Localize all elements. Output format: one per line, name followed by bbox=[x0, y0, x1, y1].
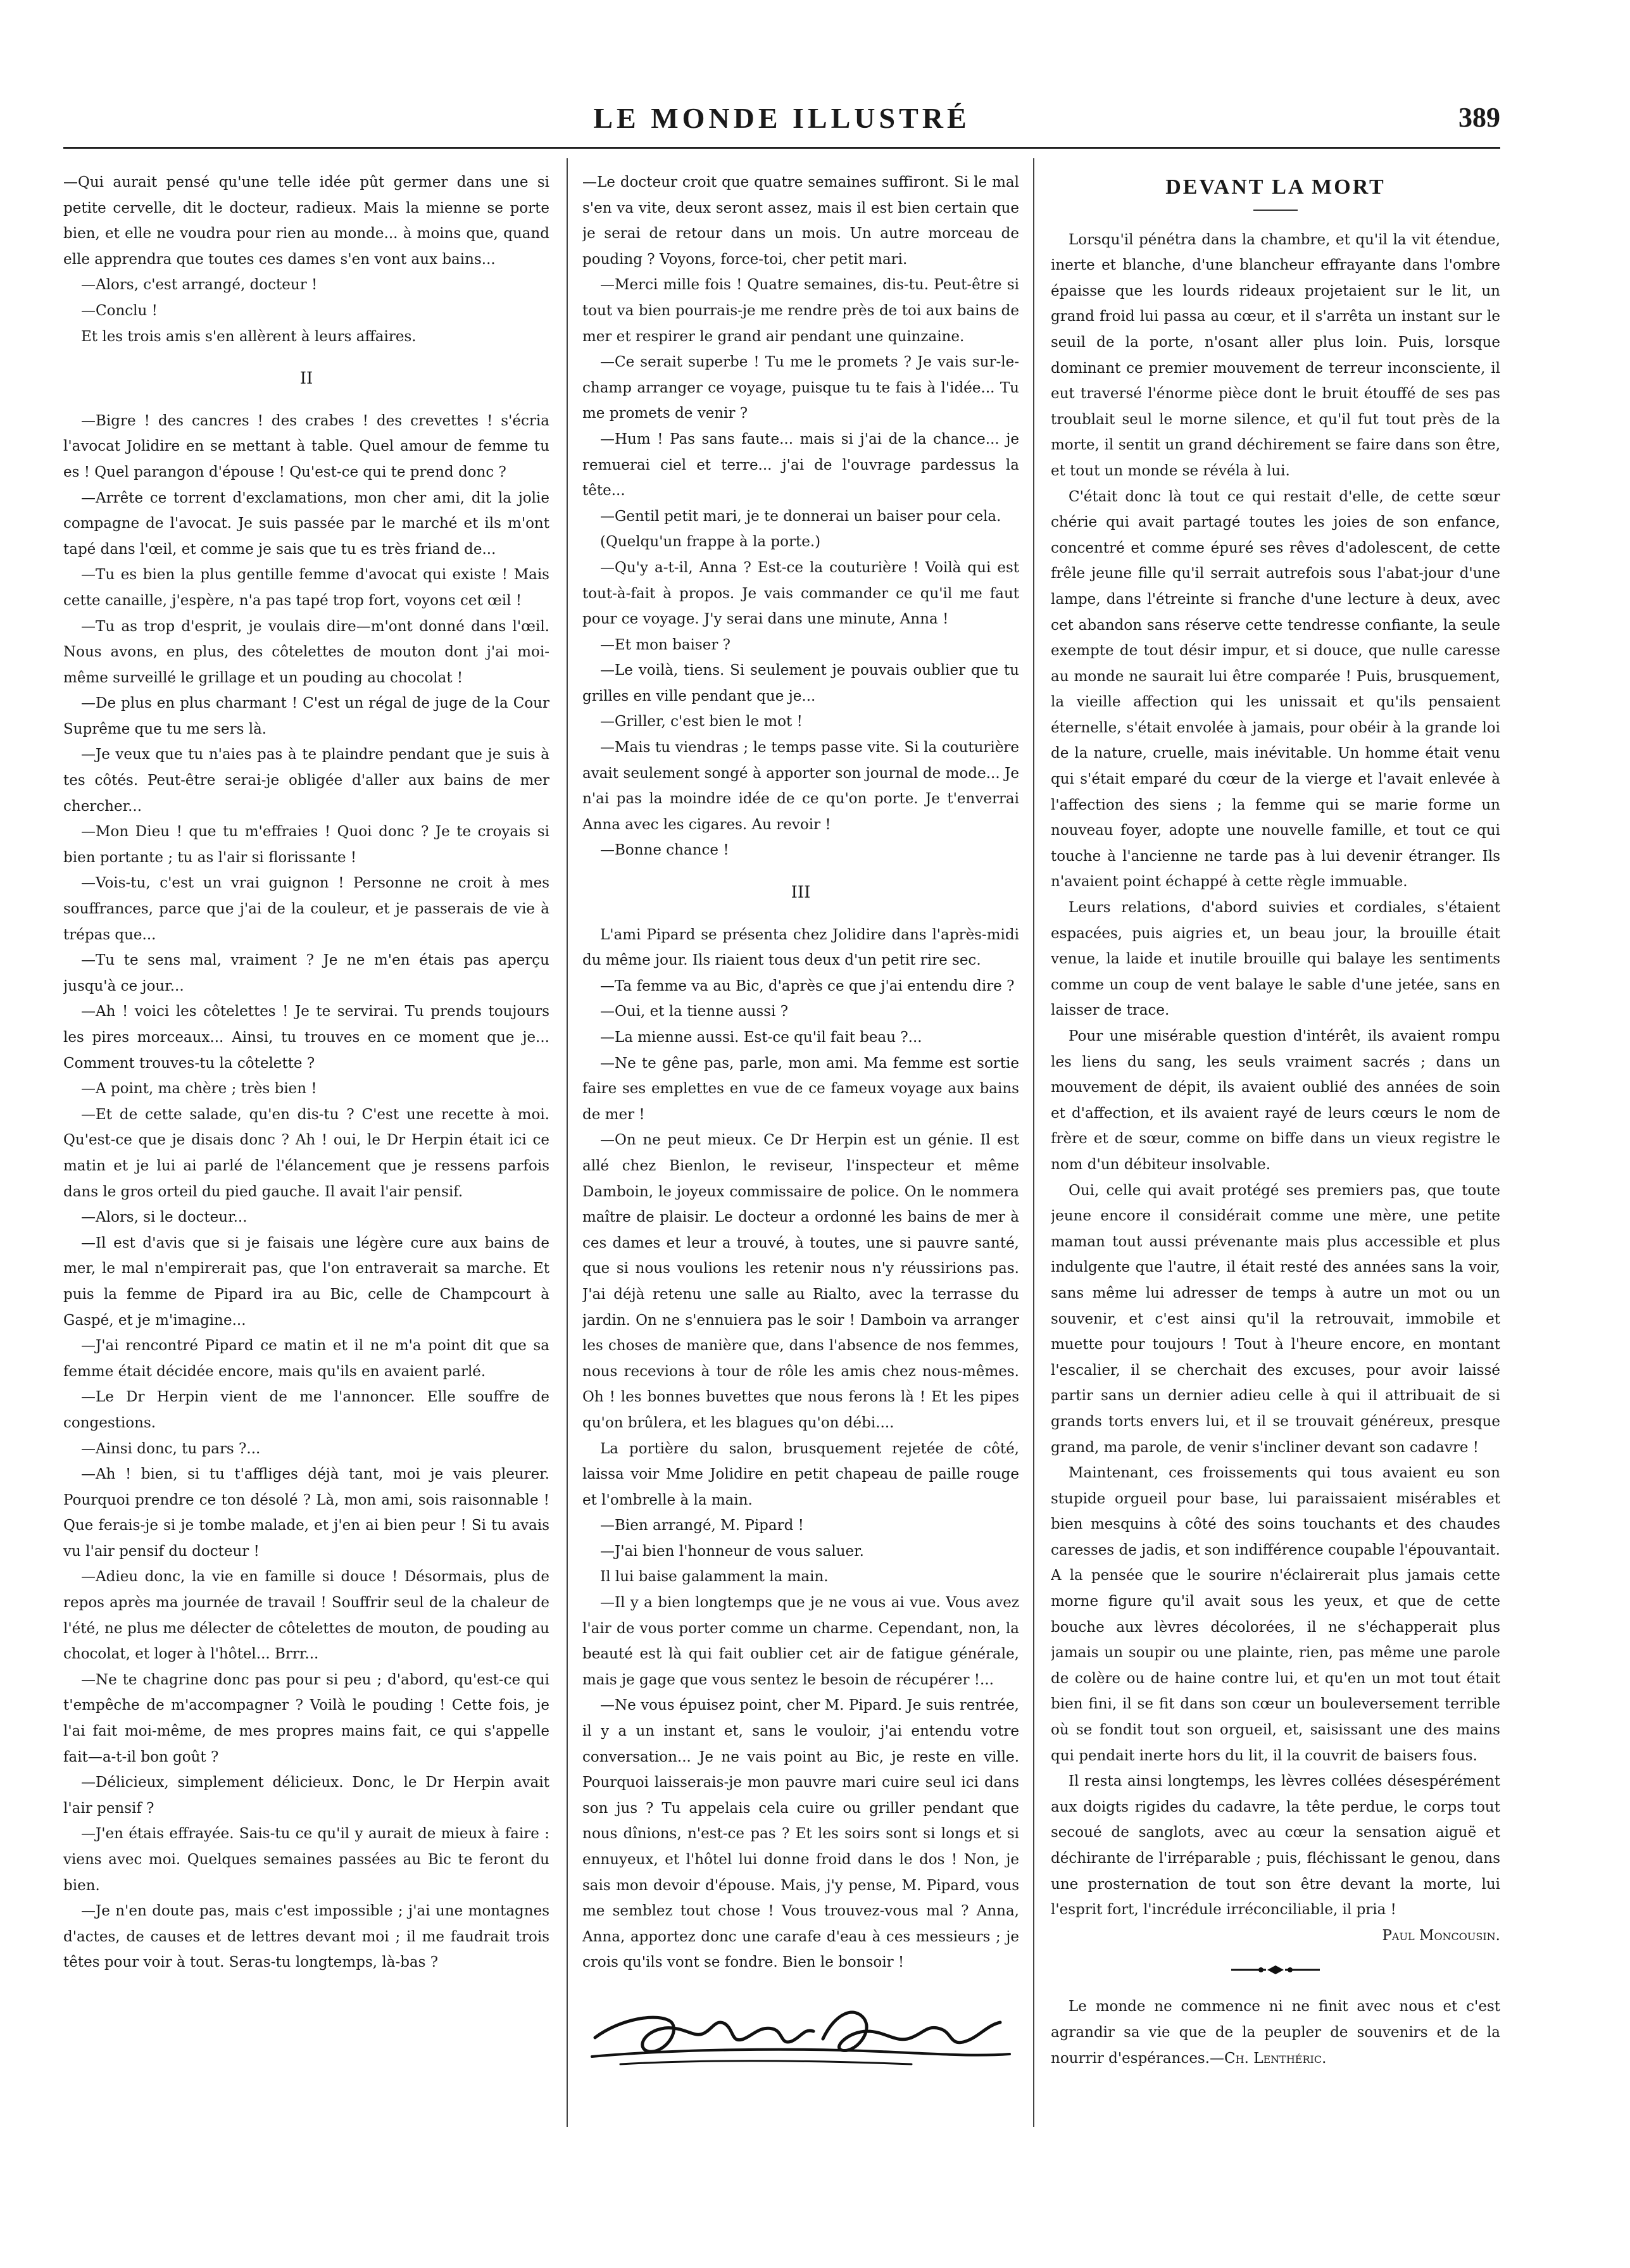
paragraph: —Le voilà, tiens. Si seulement je pouvais oublier que tu grilles en ville pendant que je... bbox=[582, 662, 1019, 705]
paragraph: —Ah ! voici les côtelettes ! Je te servirai. Tu prends toujours les pires morceaux... Ainsi, tu trouves en ce moment que je... Comment trouves-tu la côtelette ? bbox=[63, 1003, 549, 1072]
paragraph: —Bonne chance ! bbox=[600, 842, 729, 859]
paragraph: —Il est d'avis que si je faisais une légère cure aux bains de mer, le mal n'empirerait pas, que l'on entraverait sa marche. Et puis la femme de Pipard ira au Bic, celle de Champcourt à Gaspé, et je m'imagine... bbox=[63, 1234, 549, 1329]
paragraph: Lorsqu'il pénétra dans la chambre, et qu'il la vit étendue, inerte et blanche, d'une blancheur effrayante dans l'ombre épaisse que les lourds rideaux projetaient sur le lit, un grand froid lui passa au cœur, et il s'arrêta un instant sur le seuil de la porte, n'osant aller plus loin. Puis, lorsque dominant ce premier mouvement de terreur inconsciente, il eut traversé l'énorme pièce dont le bruit étouffé de ses pas troublait seul le morne silence, et qu'il fut tout près de la morte, il sentit un grand déchirement se faire dans son être, et tout un monde se révéla à lui. bbox=[1051, 231, 1500, 479]
paragraph: —Adieu donc, la vie en famille si douce ! Désormais, plus de repos après ma journée de travail ! Souffrir seul de la chaleur de l'été, ne plus me délecter de côtelettes de mouton, de pouding au chocolat, et loger à l'hôtel... Brrr... bbox=[63, 1569, 549, 1663]
paragraph: Oui, celle qui avait protégé ses premiers pas, que toute jeune encore il considérait comme une mère, une petite maman tout aussi prévenante mais plus accessible et plus indulgente que l'autre, il était resté des années sans la voir, sans même lui adresser de temps à autre un mot ou un souvenir, et c'est ainsi qu'il la retrouvait, immobile et muette pour toujours ! Tout à l'heure encore, en montant l'escalier, il se cherchait des excuses, pour avoir laissé partir sans un dernier adieu celle à qui il attribuait de si grands torts envers lui, et il se trouvait généreux, presque grand, ma parole, de venir s'incliner devant son cadavre ! bbox=[1051, 1182, 1500, 1456]
col1-opening bbox=[63, 170, 549, 349]
stage-direction: (Quelqu'un frappe à la porte.) bbox=[600, 534, 821, 551]
paragraph: —Alors, c'est arrangé, docteur ! bbox=[81, 277, 318, 294]
paragraph: Maintenant, ces froissements qui tous avaient eu son stupide orgueil pour base, lui paraissaient misérables et bien mesquins à côté des soins touchants et des chaudes caresses de jadis, et son indifférence coupable l'épouvantait. A la pensée que le sourire n'éclairerait plus jamais cette morne figure qu'il avait sous les yeux, et que de cette bouche aux lèvres décolorées, il ne s'échapperait plus jamais un soupir ou une plainte, rien, pas même une parole de colère ou de haine contre lui, et qu'en un mot tout était bien fini, il se fit dans son cœur un bouleversement terrible où se fondit tout son orgueil, et, saisissant une des mains qui pendait inerte hors du lit, il la couvrit de baisers fous. bbox=[1051, 1465, 1500, 1764]
paragraph: —Griller, c'est bien le mot ! bbox=[600, 713, 803, 730]
quote-body: Le monde ne commence ni ne finit avec nous et c'est agrandir sa vie que de la peupler de souvenirs et de la nourrir d'espérances. bbox=[1051, 1998, 1500, 2067]
paragraph: —A point, ma chère ; très bien ! bbox=[81, 1081, 317, 1098]
paragraph: —Il y a bien longtemps que je ne vous ai vue. Vous avez l'air de vous porter comme un charme. Cependant, non, la beauté est là qui fait oublier cet air de fatigue générale, mais je gage que vous sentez le besoin de récupérer !... bbox=[582, 1594, 1019, 1688]
column-2 bbox=[582, 170, 1019, 2252]
paragraph: —Ne te gêne pas, parle, mon ami. Ma femme est sortie faire ses emplettes en vue de ce fameux voyage aux bains de mer ! bbox=[582, 1055, 1019, 1123]
ornament-divider bbox=[1051, 1964, 1500, 1979]
paragraph: —Mais tu viendras ; le temps passe vite. Si la couturière avait seulement songé à apporter son journal de mode... Je n'ai pas la moindre idée de ce qu'on porte. Je t'enverrai Anna avec les cigares. Au revoir ! bbox=[582, 739, 1019, 833]
paragraph: —Je veux que tu n'aies pas à te plaindre pendant que je suis à tes côtés. Peut-être serai-je obligée d'aller aux bains de mer chercher... bbox=[63, 746, 549, 815]
running-head bbox=[63, 101, 1500, 146]
article-body bbox=[1051, 227, 1500, 1923]
section-number: II bbox=[299, 369, 313, 389]
closing-quote bbox=[1051, 1994, 1500, 2071]
paragraph: —Ce serait superbe ! Tu me le promets ? Je vais sur-le-champ arranger ce voyage, puisque tu te fais à l'idée... Tu me promets de venir ? bbox=[582, 354, 1019, 422]
paragraph: —Hum ! Pas sans faute... mais si j'ai de la chance... je remuerai ciel et terre... j'ai de l'ouvrage pardessus la tête... bbox=[582, 430, 1019, 499]
quote-author: —Ch. Lenthéric. bbox=[1210, 2050, 1327, 2067]
col2-section-ii-end bbox=[582, 170, 1019, 863]
column-divider bbox=[567, 158, 568, 2127]
quote-text bbox=[1051, 1994, 1500, 2071]
paragraph: —On ne peut mieux. Ce Dr Herpin est un génie. Il est allé chez Bienlon, le reviseur, l'inspecteur et même Damboin, le joyeux commissaire de police. On le nommera maître de plaisir. Le docteur a ordonné les bains de mer à ces dames et leur a trouvé, à toutes, une si pauvre santé, que si nous voulions les retenir nous n'y réussirions pas. J'ai déjà retenu une salle au Rialto, avec la terrasse du jardin. On ne s'ennuiera pas le soir ! Damboin va arranger les choses de manière que, dans l'absence de nos femmes, nous recevions à tour de rôle les amis chez nous-mêmes. Oh ! les bonnes buvettes que nous ferons là ! Et les pipes qu'on brûlera, et les blagues qu'on débi.... bbox=[582, 1132, 1019, 1431]
paragraph: —De plus en plus charmant ! C'est un régal de juge de la Cour Suprême que tu me sers là. bbox=[63, 695, 549, 737]
ornament-icon bbox=[1228, 1964, 1323, 1976]
paragraph: —Merci mille fois ! Quatre semaines, dis-tu. Peut-être si tout va bien pourrais-je me rendre près de toi aux bains de mer et respirer le grand air pendant une quinzaine. bbox=[582, 277, 1019, 345]
paragraph: —J'ai bien l'honneur de vous saluer. bbox=[600, 1543, 864, 1560]
paragraph: L'ami Pipard se présenta chez Jolidire dans l'après-midi du même jour. Ils riaient tous deux d'un petit rire sec. bbox=[582, 926, 1019, 969]
paragraph: —J'ai rencontré Pipard ce matin et il ne m'a point dit que sa femme était décidée encore, mais qu'ils en avaient parlé. bbox=[63, 1338, 549, 1380]
author-signature bbox=[582, 1993, 1019, 2088]
paragraph: —Arrête ce torrent d'exclamations, mon cher ami, dit la jolie compagne de l'avocat. Je suis passée par le marché et ils m'ont tapé dans l'œil, et comme je sais que tu es très friand de... bbox=[63, 489, 549, 558]
paragraph: —Je n'en doute pas, mais c'est impossible ; j'ai une montagnes d'actes, de causes et de lettres devant moi ; il me faudrait trois têtes pour voir à tout. Seras-tu longtemps, là-bas ? bbox=[63, 1903, 549, 1971]
paragraph: —Ne vous épuisez point, cher M. Pipard. Je suis rentrée, il y a un instant et, sans le vouloir, j'ai entendu votre conversation... Je ne vais point au Bic, je reste en ville. Pourquoi laisserais-je mon pauvre mari cuire seul ici dans son jus ? Tu appelais cela cuire ou griller pendant que nous dînions, n'est-ce pas ? Et les soirs sont si longs et si ennuyeux, et l'hôtel lui donne froid dans le dos ! Non, je sais mon devoir d'épouse. Mais, j'y pense, M. Pipard, vous me semblez tout chose ! Vous trouvez-vous mal ? Anna, Anna, apportez donc une carafe d'eau à ces messieurs ; je crois qu'ils vont se fondre. Bien le bonsoir ! bbox=[582, 1697, 1019, 1971]
title-rule bbox=[1253, 210, 1298, 211]
paragraph: —Le Dr Herpin vient de me l'annoncer. Elle souffre de congestions. bbox=[63, 1389, 549, 1431]
paragraph: —Qui aurait pensé qu'une telle idée pût germer dans une si petite cervelle, dit le docteur, radieux. Mais la mienne se porte bien, et elle ne voudra pour rien au monde... à moins que, quand elle apprendra que toutes ces dames s'en vont aux bains... bbox=[63, 174, 549, 268]
paragraph: —Conclu ! bbox=[81, 302, 158, 319]
paragraph: —Vois-tu, c'est un vrai guignon ! Personne ne croit à mes souffrances, parce que j'ai de la couleur, et je passerais de vie à trépas que... bbox=[63, 875, 549, 943]
paragraph: —Bigre ! des cancres ! des crabes ! des crevettes ! s'écria l'avocat Jolidire en se mettant à table. Quel amour de femme tu es ! Quel parangon d'épouse ! Qu'est-ce qui te prend donc ? bbox=[63, 412, 549, 480]
paragraph: —Ta femme va au Bic, d'après ce que j'ai entendu dire ? bbox=[600, 977, 1015, 994]
col1-section-ii bbox=[63, 408, 549, 1976]
article-author: Paul Moncousin. bbox=[1382, 1927, 1500, 1944]
paragraph: —Tu te sens mal, vraiment ? Je ne m'en étais pas aperçu jusqu'à ce jour... bbox=[63, 952, 549, 994]
signature-graphic bbox=[582, 1993, 1019, 2088]
paragraph: —Et de cette salade, qu'en dis-tu ? C'est une recette à moi. Qu'est-ce que je disais donc ? Ah ! oui, le Dr Herpin était ici ce matin et je lui ai parlé de l'élancement que je ressens parfois dans le gros orteil du pied gauche. Il avait l'air pensif. bbox=[63, 1106, 549, 1200]
paragraph: —Bien arrangé, M. Pipard ! bbox=[600, 1517, 804, 1534]
paragraph: —Le docteur croit que quatre semaines suffiront. Si le mal s'en va vite, deux seront assez, mais il est bien certain que je serai de retour dans un mois. Un autre morceau de pouding ? Voyons, force-toi, cher petit mari. bbox=[582, 174, 1019, 268]
paragraph: La portière du salon, brusquement rejetée de côté, laissa voir Mme Jolidire en petit chapeau de paille rouge et l'ombrelle à la main. bbox=[582, 1440, 1019, 1508]
column-3 bbox=[1051, 170, 1500, 2259]
column-1 bbox=[63, 170, 549, 2252]
paragraph: —Ainsi donc, tu pars ?... bbox=[81, 1440, 261, 1457]
paragraph: —Qu'y a-t-il, Anna ? Est-ce la couturière ! Voilà qui est tout-à-fait à propos. Je vais commander ce qu'il me faut pour ce voyage. J'y serai dans une minute, Anna ! bbox=[582, 559, 1019, 628]
page-number: 389 bbox=[1458, 102, 1500, 133]
paragraph: Pour une misérable question d'intérêt, ils avaient rompu les liens du sang, les seuls vraiment sacrés ; dans un mouvement de dépit, ils avaient oublié des années de soin et d'affection, et ils avaient rayé de leurs cœurs le nom de frère et de sœur, comme on biffe dans un vieux registre le nom d'un débiteur insolvable. bbox=[1051, 1028, 1500, 1173]
paragraph: Il lui baise galamment la main. bbox=[600, 1569, 829, 1586]
paragraph: —Ah ! bien, si tu t'affliges déjà tant, moi je vais pleurer. Pourquoi prendre ce ton désolé ? Là, mon ami, sois raisonnable ! Que ferais-je si je tombe malade, et j'en ai bien peur ! Si tu avais vu l'air pensif du docteur ! bbox=[63, 1466, 549, 1560]
paragraph: —Gentil petit mari, je te donnerai un baiser pour cela. bbox=[600, 508, 1001, 525]
paragraph: —Mon Dieu ! que tu m'effraies ! Quoi donc ? Je te croyais si bien portante ; tu as l'air si florissante ! bbox=[63, 824, 549, 866]
paragraph: —Et mon baiser ? bbox=[600, 636, 730, 653]
paragraph: —Tu as trop d'esprit, je voulais dire—m'ont donné dans l'œil. Nous avons, en plus, des côtelettes de mouton dont j'ai moi-même surveillé le grillage et un pouding au chocolat ! bbox=[63, 618, 549, 686]
magazine-title: LE MONDE ILLUSTRÉ bbox=[593, 102, 970, 134]
col2-section-iii bbox=[582, 922, 1019, 1976]
paragraph: —Oui, et la tienne aussi ? bbox=[600, 1003, 789, 1020]
paragraph: —Ne te chagrine donc pas pour si peu ; d'abord, qu'est-ce qui t'empêche de m'accompagner ? Voilà le pouding ! Cette fois, je l'ai fait moi-même, de mes propres mains fait, ce qui s'appelle fait—a-t-il bon goût ? bbox=[63, 1671, 549, 1765]
header-rule bbox=[63, 147, 1500, 149]
paragraph: Leurs relations, d'abord suivies et cordiales, s'étaient espacées, puis aigries et, un beau jour, la brouille était venue, la laide et inutile brouille qui balaye les sentiments comme un coup de vent balaye le sable d'une jetée, sans en laisser de trace. bbox=[1051, 899, 1500, 1019]
paragraph: Il resta ainsi longtemps, les lèvres collées désespérément aux doigts rigides du cadavre, la tête perdue, le corps tout secoué de sanglots, avec au cœur la sensation aiguë et déchirante de l'irréparable ; puis, fléchissant le genou, dans une prosternation de tout son être devant la morte, lui l'esprit fort, l'incrédule irréconciliable, il pria ! bbox=[1051, 1773, 1500, 1919]
paragraph: —Délicieux, simplement délicieux. Donc, le Dr Herpin avait l'air pensif ? bbox=[63, 1774, 549, 1817]
article-title: DEVANT LA MORT bbox=[1165, 175, 1386, 199]
paragraph: —J'en étais effrayée. Sais-tu ce qu'il y aurait de mieux à faire : viens avec moi. Quelques semaines passées au Bic te feront du bien. bbox=[63, 1826, 549, 1894]
section-number: III bbox=[791, 883, 811, 903]
paragraph: —La mienne aussi. Est-ce qu'il fait beau ?... bbox=[600, 1029, 922, 1046]
paragraph: —Alors, si le docteur... bbox=[81, 1209, 248, 1226]
paragraph: —Tu es bien la plus gentille femme d'avocat qui existe ! Mais cette canaille, j'espère, n'a pas tapé trop fort, voyons cet œil ! bbox=[63, 567, 549, 609]
paragraph: Et les trois amis s'en allèrent à leurs affaires. bbox=[81, 328, 417, 345]
paragraph: C'était donc là tout ce qui restait d'elle, de cette sœur chérie qui avait partagé toutes les joies de son enfance, concentré et comme épuré ses rêves d'adolescent, de cette frêle jeune fille qu'il serrait autrefois sous l'abat-jour d'une lampe, dans l'étreinte si franche d'une lecture à deux, avec cet abandon sans réserve cette tendresse confiante, la seule exempte de tout désir impur, et si douce, que nulle caresse au monde ne saurait lui être comparée ! Puis, brusquement, la vieille affection qui les unissait et qu'ils pensaient éternelle, s'était envolée à jamais, pour obéir à la grande loi de la nature, cruelle, mais inévitable. Un homme était venu qui s'était emparé du cœur de la vierge et l'avait enlevée à l'affection des siens ; la femme qui se marie forme un nouveau foyer, adopte une nouvelle famille, et tout ce qui touche à l'ancienne ne tarde pas à lui devenir étranger. Ils n'avaient point échappé à cette règle immuable. bbox=[1051, 488, 1500, 891]
column-divider bbox=[1033, 158, 1034, 2127]
